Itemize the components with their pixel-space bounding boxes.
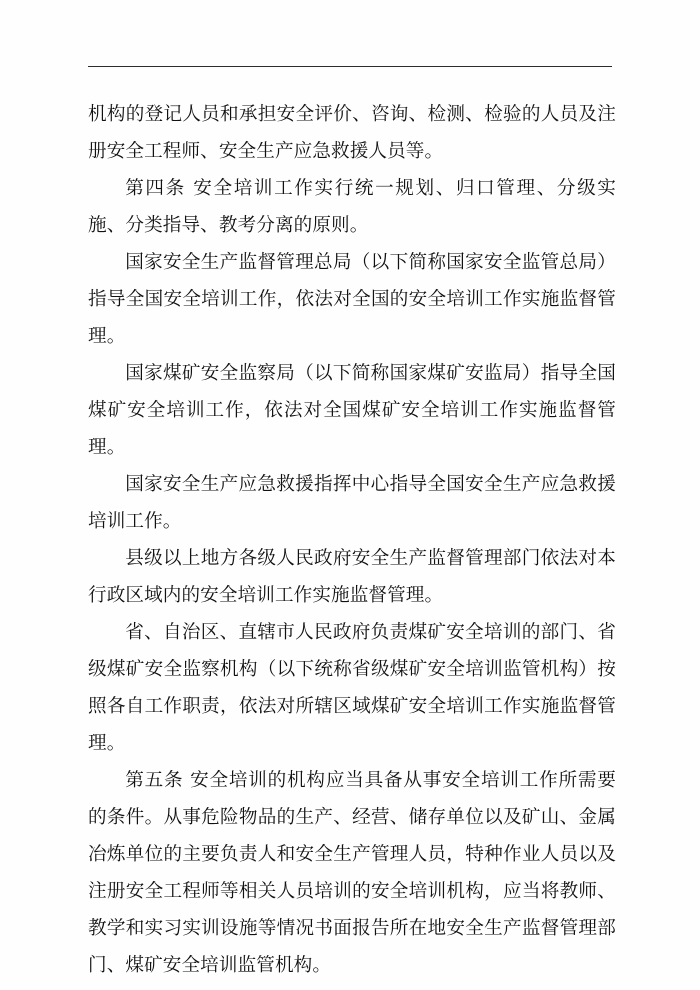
paragraph-8: 第五条 安全培训的机构应当具备从事安全培训工作所需要的条件。从事危险物品的生产、经营、储存单位以及矿山、金属冶炼单位的主要负责人和安全生产管理人员，特种作业人员以及注册安全工程师等相关人员培训的安全培训机构，应当将教师、教学和实习实训设施等情况书面报告所在地安全生产监督管理部门、煤矿安全培训监管机构。 — [88, 770, 616, 976]
paragraph-5: 国家安全生产应急救援指挥中心指导全国安全生产应急救援培训工作。 — [88, 474, 616, 532]
paragraph-6: 县级以上地方各级人民政府安全生产监督管理部门依法对本行政区域内的安全培训工作实施监督管理。 — [88, 548, 616, 606]
document-body — [88, 96, 616, 984]
header-rule — [88, 66, 612, 67]
paragraph-3: 国家安全生产监督管理总局（以下简称国家安全监管总局）指导全国安全培训工作，依法对全国的安全培训工作实施监督管理。 — [88, 252, 616, 347]
paragraph-4: 国家煤矿安全监察局（以下简称国家煤矿安监局）指导全国煤矿安全培训工作，依法对全国煤矿安全培训工作实施监督管理。 — [88, 363, 616, 458]
paragraph-7: 省、自治区、直辖市人民政府负责煤矿安全培训的部门、省级煤矿安全监察机构（以下统称省级煤矿安全培训监管机构）按照各自工作职责，依法对所辖区域煤矿安全培训工作实施监督管理。 — [88, 622, 616, 754]
paragraph-2: 第四条 安全培训工作实行统一规划、归口管理、分级实施、分类指导、教考分离的原则。 — [88, 178, 616, 236]
paragraph-1: 机构的登记人员和承担安全评价、咨询、检测、检验的人员及注册安全工程师、安全生产应急救援人员等。 — [88, 104, 616, 162]
